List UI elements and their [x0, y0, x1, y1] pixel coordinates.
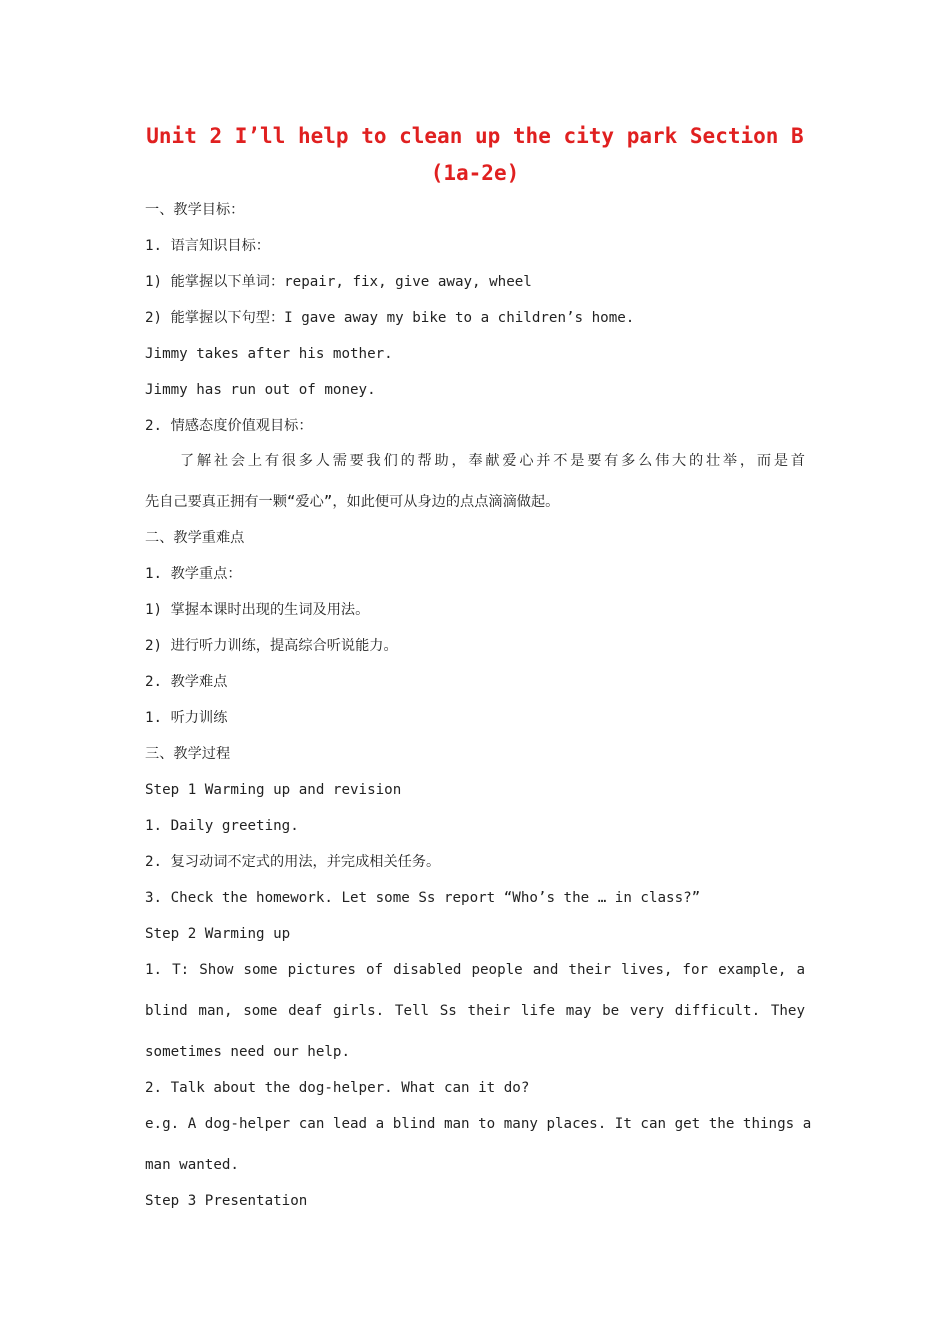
subsection-heading: 2. 情感态度价值观目标： — [145, 418, 313, 434]
section-heading: 三、教学过程 — [145, 746, 231, 762]
list-item: 1. 听力训练 — [145, 710, 228, 726]
paragraph-line: blind man, some deaf girls. Tell Ss their life may be very difficult. They — [145, 1003, 805, 1019]
step-heading: Step 1 Warming up and revision — [145, 782, 402, 798]
subsection-heading: 2. 教学难点 — [145, 674, 228, 690]
step-heading: Step 3 Presentation — [145, 1193, 308, 1209]
list-item: 2. Talk about the dog-helper. What can it do? — [145, 1080, 530, 1096]
paragraph-line: 了解社会上有很多人需要我们的帮助，奉献爱心并不是要有多么伟大的壮举，而是首 — [180, 453, 805, 469]
document-title: Unit 2 I’ll help to clean up the city park Section B (1a-2e) — [146, 124, 804, 185]
subsection-heading: 1. 语言知识目标： — [145, 238, 270, 254]
paragraph-line: 1. T: Show some pictures of disabled people and their lives, for example, a — [145, 962, 805, 978]
example-sentence: Jimmy takes after his mother. — [145, 346, 393, 362]
paragraph-line: sometimes need our help. — [145, 1044, 350, 1060]
paragraph-line: man wanted. — [145, 1157, 239, 1173]
list-item: 3. Check the homework. Let some Ss report “Who’s the … in class?” — [145, 890, 701, 906]
list-item: 2. 复习动词不定式的用法，并完成相关任务。 — [145, 854, 441, 870]
paragraph-line: e.g. A dog-helper can lead a blind man to many places. It can get the things a — [145, 1116, 812, 1132]
paragraph-line: 先自己要真正拥有一颗“爱心”，如此便可从身边的点点滴滴做起。 — [145, 494, 560, 510]
section-heading: 二、教学重难点 — [145, 530, 245, 546]
section-heading: 一、教学目标： — [145, 202, 245, 218]
list-item: 2) 能掌握以下句型：I gave away my bike to a children’s home. — [145, 310, 635, 326]
list-item: 1. Daily greeting. — [145, 818, 299, 834]
list-item: 1) 掌握本课时出现的生词及用法。 — [145, 602, 370, 618]
step-heading: Step 2 Warming up — [145, 926, 291, 942]
list-item: 1) 能掌握以下单词：repair, fix, give away, wheel — [145, 274, 532, 290]
subsection-heading: 1. 教学重点： — [145, 566, 242, 582]
example-sentence: Jimmy has run out of money. — [145, 382, 376, 398]
list-item: 2) 进行听力训练，提高综合听说能力。 — [145, 638, 398, 654]
